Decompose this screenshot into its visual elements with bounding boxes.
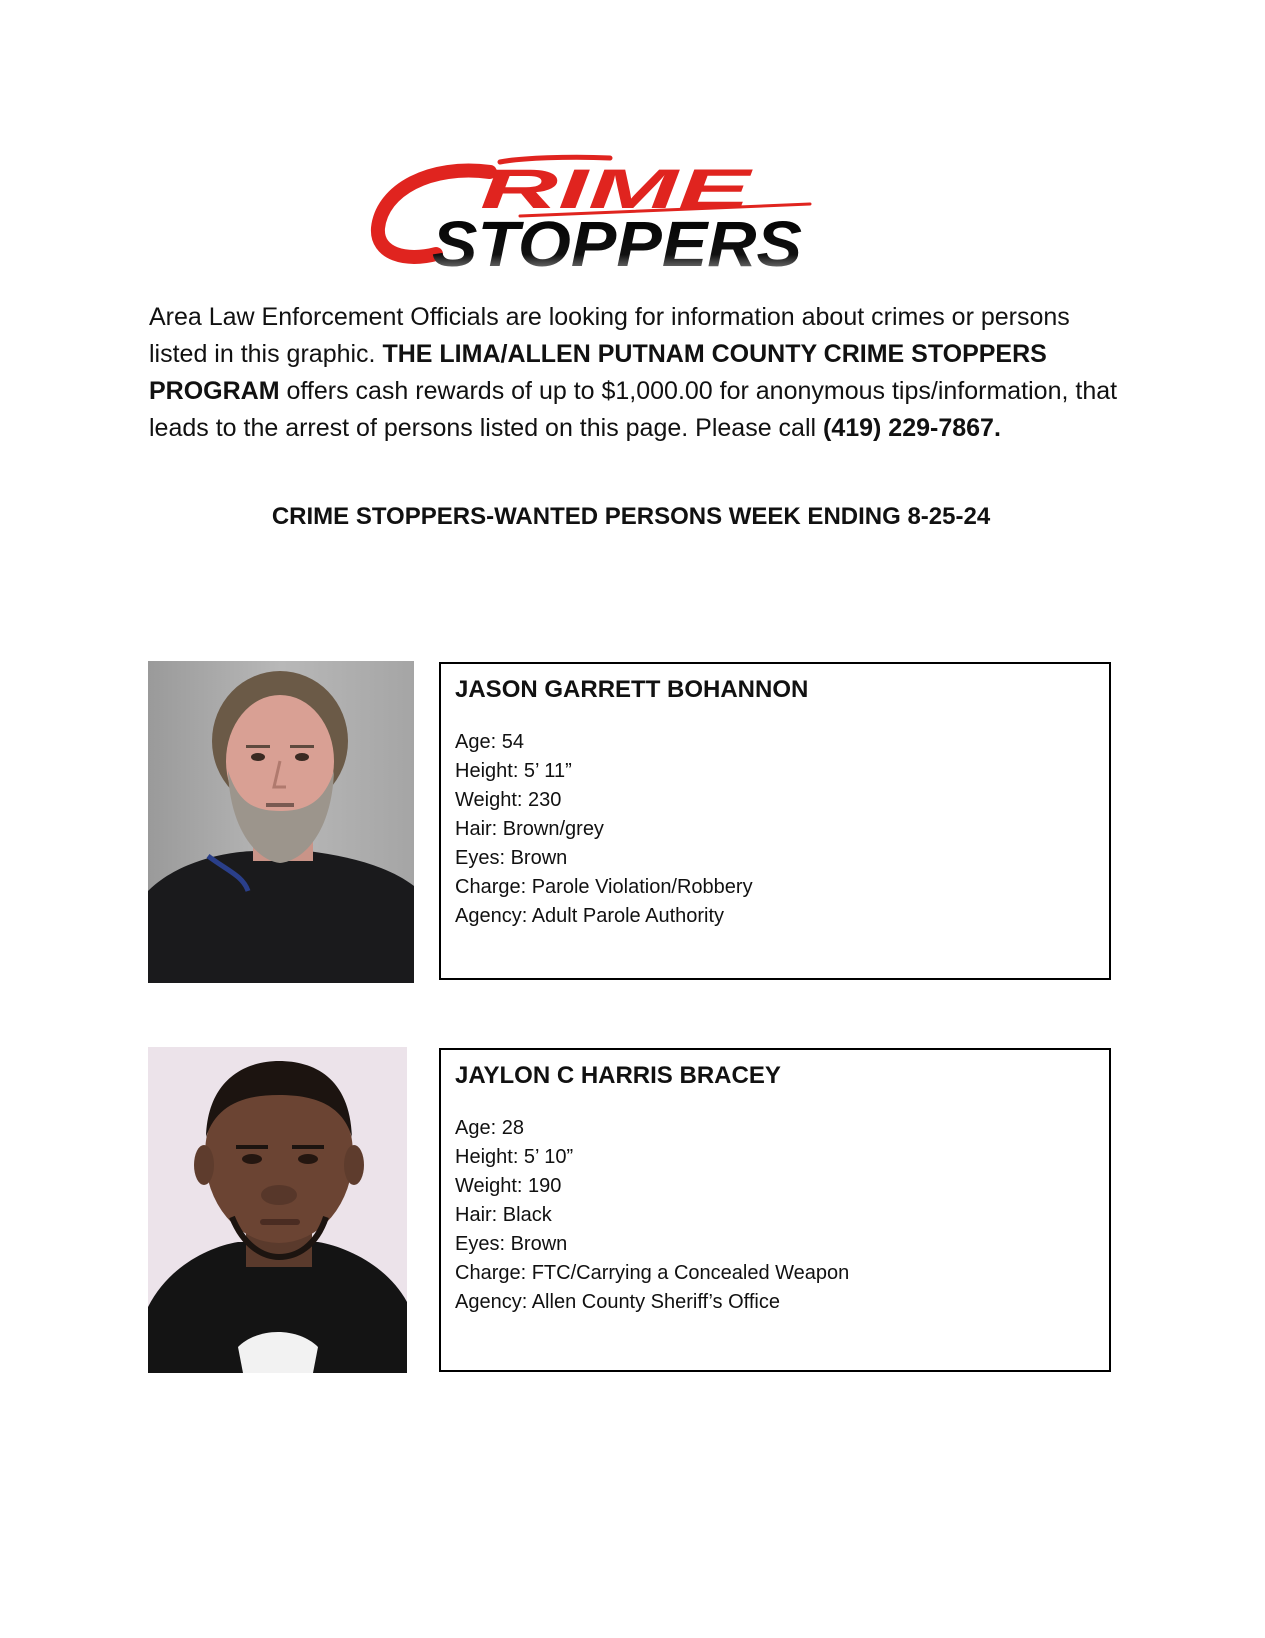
mugshot-photo [148,661,414,983]
person-hair: Hair: Black [455,1204,552,1226]
person-eyes: Eyes: Brown [455,1233,568,1255]
phone-number: (419) 229-7867. [823,414,1001,442]
intro-text-1: Area Law Enforcement Officials are looking for information about crimes or persons listed in this graphic. [149,303,1070,368]
person-height: Height: 5’ 11” [455,760,572,782]
person-weight: Weight: 190 [455,1175,562,1197]
mugshot-photo [148,1047,407,1373]
person-name: JAYLON C HARRIS BRACEY [455,1062,781,1089]
page-title: CRIME STOPPERS-WANTED PERSONS WEEK ENDING 8-25-24 [271,503,991,530]
program-name: THE LIMA/ALLEN PUTNAM COUNTY CRIME STOPPERS PROGRAM [149,340,1047,405]
person-agency: Agency: Adult Parole Authority [455,905,725,927]
person-agency: Agency: Allen County Sheriff’s Office [455,1291,780,1313]
person-weight: Weight: 230 [455,789,562,811]
crime-stoppers-logo [370,150,850,276]
person-age: Age: 28 [455,1117,524,1139]
person-age: Age: 54 [455,731,524,753]
wanted-person-card [439,1048,1111,1372]
person-charge: Charge: Parole Violation/Robbery [455,876,753,898]
person-details [455,728,753,931]
svg-text:RIME: RIME [480,157,754,220]
person-height: Height: 5’ 10” [455,1146,574,1168]
intro-paragraph [149,299,1129,447]
person-hair: Hair: Brown/grey [455,818,604,840]
person-name: JASON GARRETT BOHANNON [455,676,809,703]
intro-text-2: offers cash rewards of up to $1,000.00 for anonymous tips/information, that leads to the arrest of persons listed on this page. Please call [149,377,1118,442]
person-details [455,1114,849,1317]
person-eyes: Eyes: Brown [455,847,568,869]
wanted-person-card [439,662,1111,980]
svg-text:STOPPERS: STOPPERS [432,208,803,276]
person-charge: Charge: FTC/Carrying a Concealed Weapon [455,1262,850,1284]
